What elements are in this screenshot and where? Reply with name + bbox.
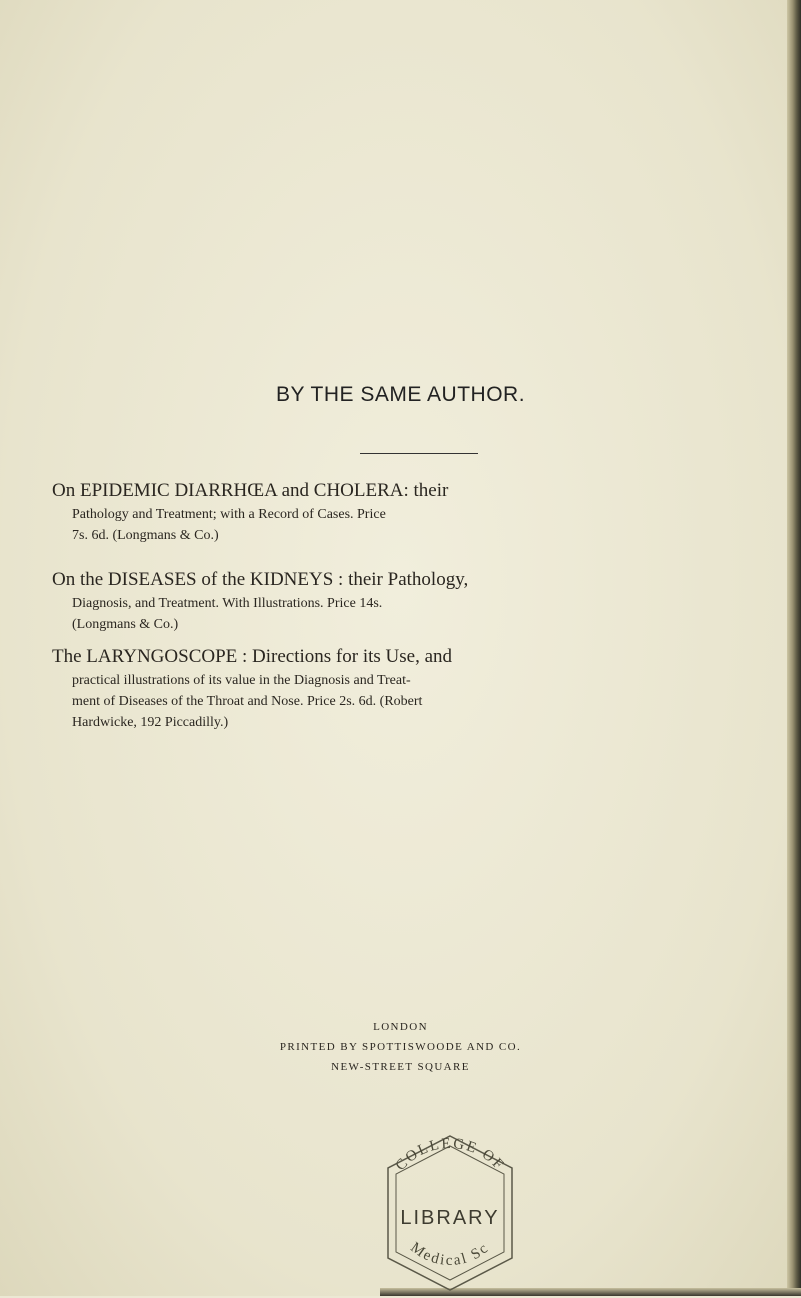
- book-entry-laryngoscope: [52, 644, 742, 733]
- stamp-top-text: COLLEGE OF: [392, 1135, 508, 1175]
- entry-line: Pathology and Treatment; with a Record of Cases. Price: [72, 507, 386, 522]
- book-entry-kidneys: [52, 567, 742, 635]
- book-entry-cholera: [52, 478, 742, 546]
- section-heading: BY THE SAME AUTHOR.: [275, 383, 526, 406]
- entry-line: practical illustrations of its value in the Diagnosis and Treat-: [72, 673, 411, 688]
- imprint-address: NEW-STREET SQUARE: [331, 1061, 470, 1073]
- page-edge-shadow: [787, 0, 801, 1296]
- heading-rule: [360, 453, 478, 454]
- entry-line: Hardwicke, 192 Piccadilly.): [72, 715, 229, 730]
- entry-title: On EPIDEMIC DIARRHŒA and CHOLERA: their: [52, 480, 449, 501]
- entry-line: 7s. 6d. (Longmans & Co.): [72, 528, 219, 543]
- imprint-city: LONDON: [373, 1021, 428, 1033]
- printer-imprint: [0, 1017, 801, 1077]
- entry-line: ment of Diseases of the Throat and Nose. Price 2s. 6d. (Robert: [72, 694, 423, 709]
- entry-line: (Longmans & Co.): [72, 617, 179, 632]
- stamp-center-text: LIBRARY: [400, 1207, 500, 1229]
- entry-title: On the DISEASES of the KIDNEYS : their Pathology,: [52, 569, 469, 590]
- entry-line: Diagnosis, and Treatment. With Illustrations. Price 14s.: [72, 596, 383, 611]
- svg-text:COLLEGE OF: [393, 1136, 508, 1174]
- entry-title: The LARYNGOSCOPE : Directions for its Use, and: [52, 646, 453, 667]
- stamp-bottom-text: Medical Sc: [407, 1239, 493, 1269]
- library-stamp-icon: [366, 1128, 534, 1298]
- imprint-printer: PRINTED BY SPOTTISWOODE AND CO.: [279, 1041, 522, 1053]
